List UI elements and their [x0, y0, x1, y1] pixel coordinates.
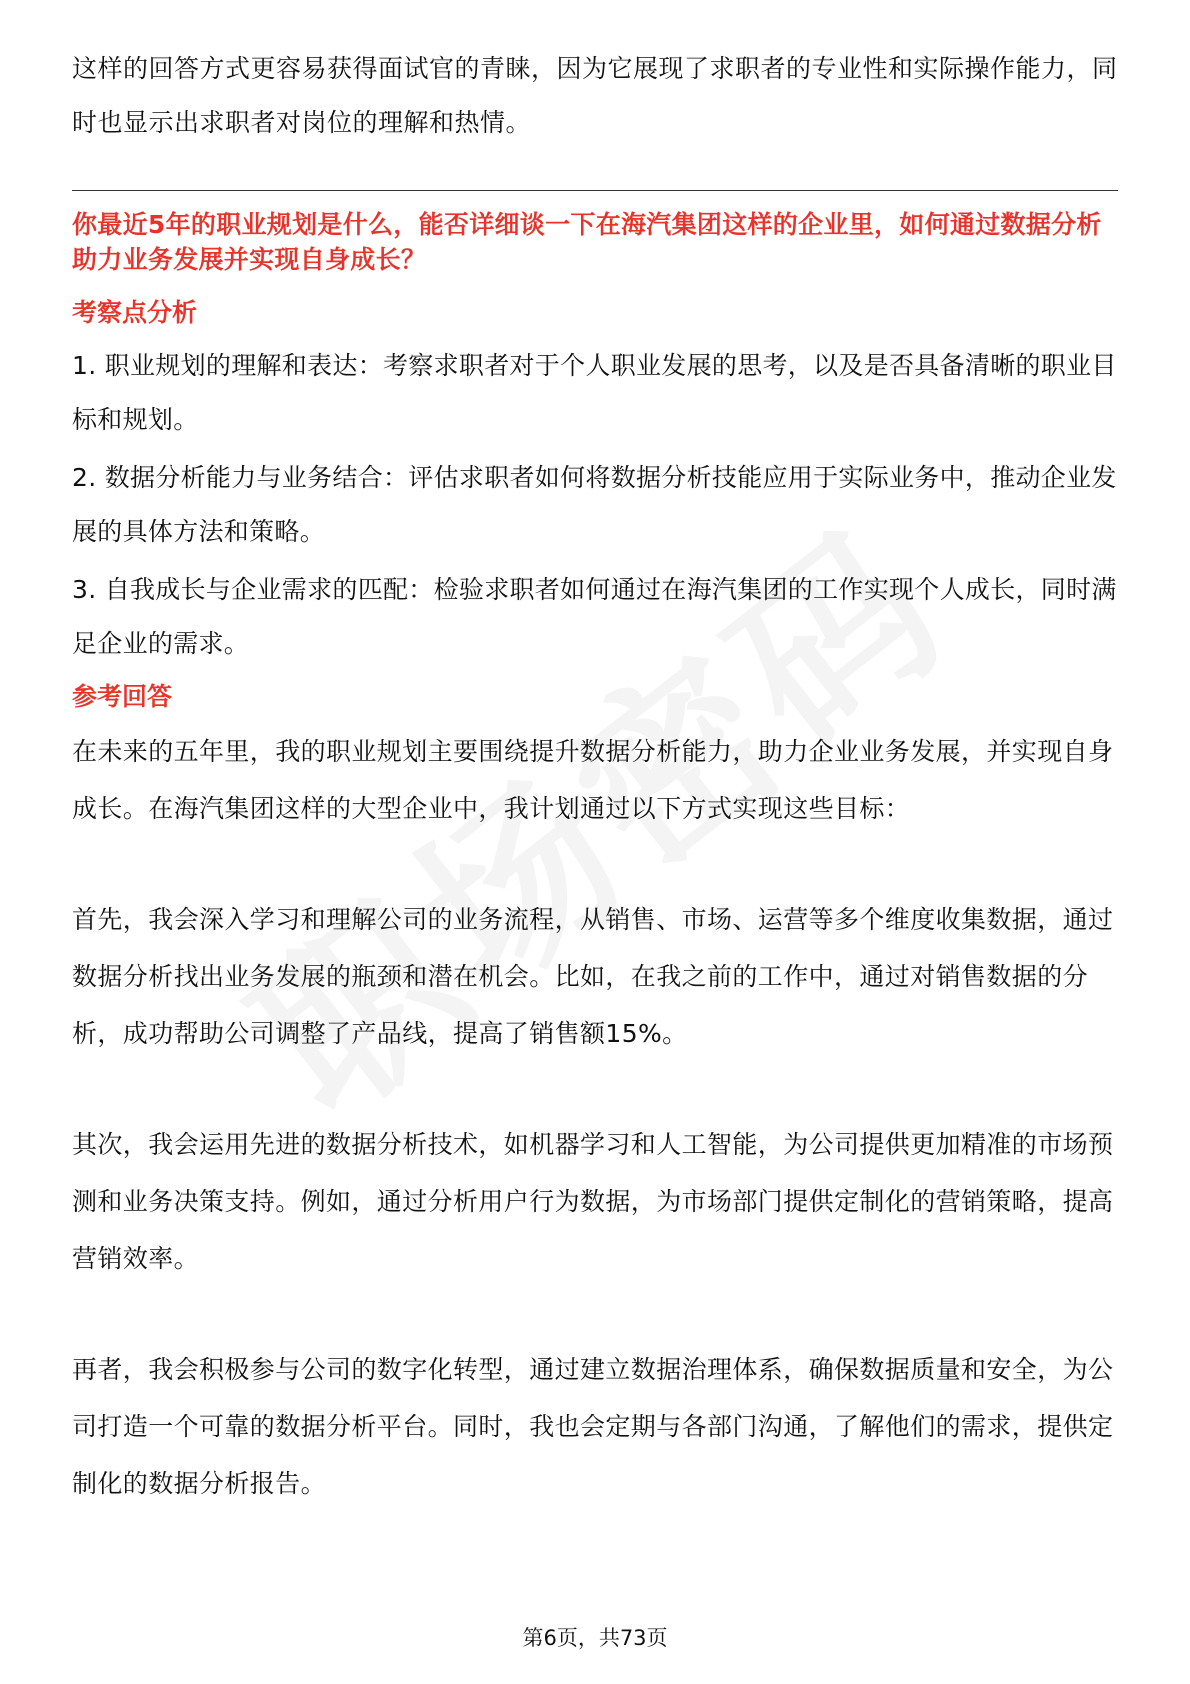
answer-heading: 参考回答 — [72, 682, 173, 711]
analysis-heading: 考察点分析 — [72, 298, 198, 327]
question-title: 你最近5年的职业规划是什么，能否详细谈一下在海汽集团这样的企业里，如何通过数据分析助力业务发展并实现自身成长？ — [72, 210, 1102, 274]
answer-paragraph-2: 首先，我会深入学习和理解公司的业务流程，从销售、市场、运营等多个维度收集数据，通过数据分析找出业务发展的瓶颈和潜在机会。比如，在我之前的工作中，通过对销售数据的分析，成功帮助公司调整了产品线，提高了销售额15%。 — [72, 905, 1114, 1048]
page-content — [72, 42, 1118, 1512]
analysis-item-2: 2. 数据分析能力与业务结合：评估求职者如何将数据分析技能应用于实际业务中，推动企业发展的具体方法和策略。 — [72, 463, 1117, 546]
analysis-item-3: 3. 自我成长与企业需求的匹配：检验求职者如何通过在海汽集团的工作实现个人成长，同时满足企业的需求。 — [72, 575, 1117, 658]
answer-paragraph-4: 再者，我会积极参与公司的数字化转型，通过建立数据治理体系，确保数据质量和安全，为公司打造一个可靠的数据分析平台。同时，我也会定期与各部门沟通，了解他们的需求，提供定制化的数据分析报告。 — [72, 1355, 1114, 1498]
page-number: 第6页，共73页 — [522, 1626, 668, 1650]
analysis-item-1: 1. 职业规划的理解和表达：考察求职者对于个人职业发展的思考，以及是否具备清晰的职业目标和规划。 — [72, 351, 1117, 434]
intro-paragraph: 这样的回答方式更容易获得面试官的青睐，因为它展现了求职者的专业性和实际操作能力，同时也显示出求职者对岗位的理解和热情。 — [72, 54, 1118, 137]
answer-paragraph-1: 在未来的五年里，我的职业规划主要围绕提升数据分析能力，助力企业业务发展，并实现自身成长。在海汽集团这样的大型企业中，我计划通过以下方式实现这些目标： — [72, 737, 1114, 823]
answer-paragraph-3: 其次，我会运用先进的数据分析技术，如机器学习和人工智能，为公司提供更加精准的市场预测和业务决策支持。例如，通过分析用户行为数据，为市场部门提供定制化的营销策略，提高营销效率。 — [72, 1130, 1114, 1273]
section-divider — [72, 190, 1118, 191]
